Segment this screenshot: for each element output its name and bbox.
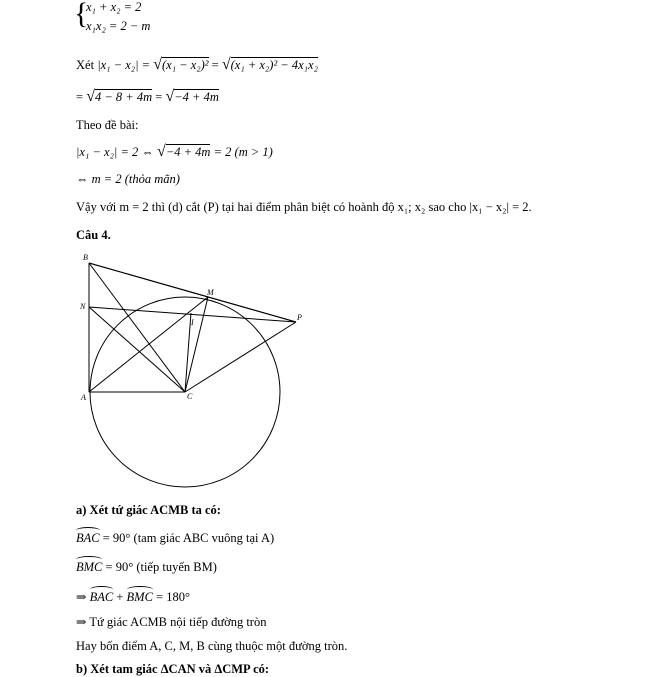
label-B: B [83, 253, 88, 262]
angle-BMC: BMC [76, 560, 103, 574]
cond-lhs: |x₁ − x₂| = 2 ⇔ [76, 145, 154, 159]
label-I: I [191, 318, 194, 327]
sqrt-sign-1: √ [153, 56, 162, 73]
angle-2-line [76, 560, 217, 575]
theo-de-bai: Theo đề bài: [76, 118, 139, 132]
segment-NC [89, 307, 185, 392]
eq-sign-2: = [76, 90, 87, 104]
label-N: N [80, 302, 86, 311]
rad-2: (x₁ + x₂)² − 4x₁x₂ [230, 58, 318, 72]
sqrt-sign-4: √ [165, 88, 175, 105]
label-A: A [81, 393, 86, 402]
part-b-heading: b) Xét tam giác ΔCAN và ΔCMP có: [76, 662, 270, 676]
sqrt-sign-3: √ [86, 88, 95, 105]
abs-expr: |x₁ − x₂| = [97, 58, 151, 72]
cond-rhs: = 2 (m > 1) [213, 145, 273, 159]
label-M: M [207, 288, 214, 297]
cyclic-line: ⇒ Tứ giác ACMB nội tiếp đường tròn [76, 615, 267, 629]
eq-sign-3: = [155, 90, 166, 104]
label-P: P [297, 313, 302, 322]
sum-angle-a: BAC [89, 590, 114, 604]
sum-text: = 180° [152, 590, 190, 604]
angle-1-text: = 90° (tam giác ABC vuông tại A) [99, 531, 275, 545]
system-brace: { [74, 0, 89, 30]
segment-BC [89, 263, 185, 392]
system-line-1: x₁ + x₂ = 2 [86, 0, 142, 14]
sqrt-sign-5: √ [157, 143, 166, 160]
eq-sign: = [211, 58, 219, 72]
rad-3: 4 − 8 + 4m [94, 90, 153, 104]
segment-MP [208, 297, 296, 322]
result-line: ⇔ m = 2 (thỏa mãn) [76, 172, 180, 186]
cond-rad: −4 + 4m [165, 145, 211, 159]
xet-word: Xét [76, 58, 95, 72]
conclusion-line: Vậy với m = 2 thì (d) cắt (P) tại hai điểm phân biệt có hoành độ x₁; x₂ sao cho |x₁ − x₂| = 2. [76, 200, 532, 214]
sqrt-sign-2: √ [221, 56, 231, 73]
sum-angle-b: BMC [126, 590, 153, 604]
angle-1-line [76, 531, 274, 546]
question-label: Câu 4. [76, 228, 111, 242]
rad-4: −4 + 4m [174, 90, 219, 104]
angle-2-text: = 90° (tiếp tuyến BM) [102, 560, 217, 574]
angle-sum-line [76, 589, 190, 605]
concyclic-line: Hay bốn điểm A, C, M, B cùng thuộc một đường tròn. [76, 639, 348, 653]
sum-plus: + [113, 590, 127, 604]
rad-1: (x₁ − x₂)² [162, 58, 209, 72]
angle-BAC: BAC [76, 531, 100, 545]
label-C: C [187, 392, 193, 401]
sum-prefix: ⇒ [76, 590, 90, 604]
part-a-heading: a) Xét tứ giác ACMB ta có: [76, 503, 221, 517]
system-line-2: x₁x₂ = 2 − m [86, 19, 151, 33]
